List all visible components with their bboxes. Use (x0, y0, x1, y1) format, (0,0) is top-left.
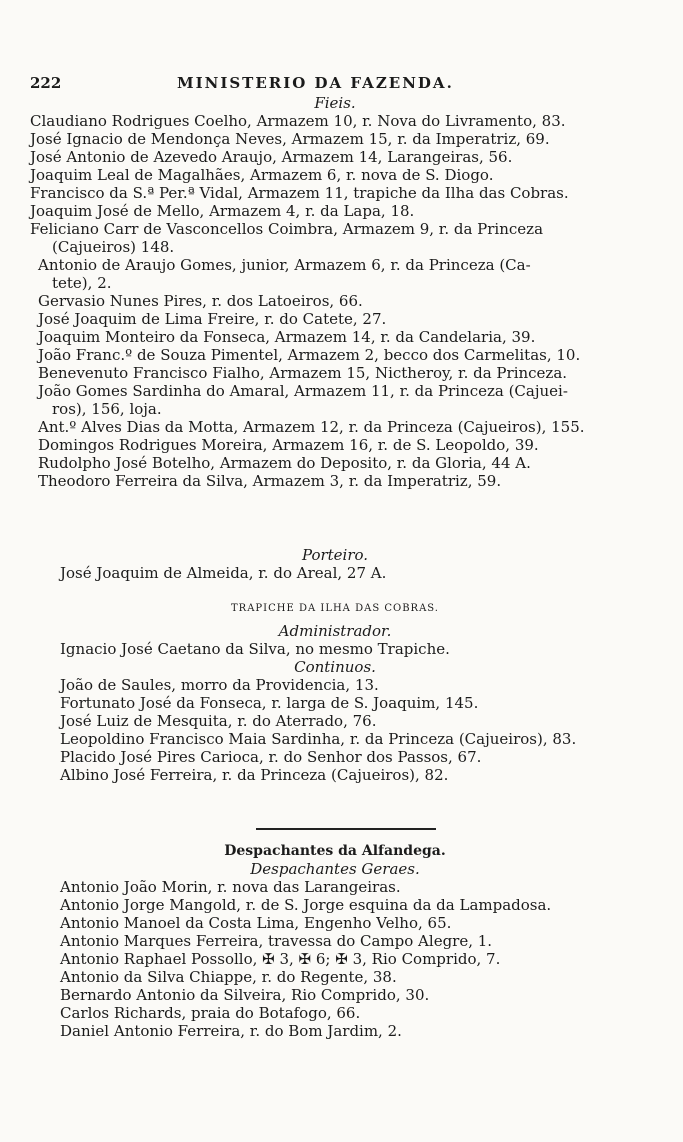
list-item: Antonio de Araujo Gomes, junior, Armazem 6, r. da Princeza (Ca- (38, 256, 531, 274)
list-item: Antonio João Morin, r. nova das Larangeiras. (60, 878, 401, 896)
list-item: Joaquim Leal de Magalhães, Armazem 6, r. nova de S. Diogo. (30, 166, 494, 184)
list-item: Feliciano Carr de Vasconcellos Coimbra, Armazem 9, r. da Princeza (30, 220, 544, 238)
section-heading-fieis: Fieis. (314, 94, 356, 112)
list-item: Albino José Ferreira, r. da Princeza (Cajueiros), 82. (60, 766, 449, 784)
list-item: José Joaquim de Almeida, r. do Areal, 27 A. (60, 564, 387, 582)
list-item: Theodoro Ferreira da Silva, Armazem 3, r. da Imperatriz, 59. (38, 472, 502, 490)
list-item: José Luiz de Mesquita, r. do Aterrado, 76. (60, 712, 377, 730)
list-item: João Gomes Sardinha do Amaral, Armazem 11, r. da Princeza (Cajuei- (38, 382, 568, 400)
list-item: José Joaquim de Lima Freire, r. do Catete, 27. (38, 310, 387, 328)
list-item: José Ignacio de Mendonça Neves, Armazem 15, r. da Imperatriz, 69. (30, 130, 550, 148)
list-item: Joaquim Monteiro da Fonseca, Armazem 14, r. da Candelaria, 39. (38, 328, 536, 346)
list-item-continuation: tete), 2. (52, 274, 112, 292)
section-heading-porteiro: Porteiro. (301, 546, 369, 564)
section-heading-trapiche: TRAPICHE DA ILHA DAS COBRAS. (231, 603, 439, 614)
list-item: Antonio da Silva Chiappe, r. do Regente, 38. (60, 968, 397, 986)
list-item: Carlos Richards, praia do Botafogo, 66. (60, 1004, 361, 1022)
list-item: Domingos Rodrigues Moreira, Armazem 16, r. de S. Leopoldo, 39. (38, 436, 539, 454)
list-item: Leopoldino Francisco Maia Sardinha, r. da Princeza (Cajueiros), 83. (60, 730, 577, 748)
list-item: Antonio Jorge Mangold, r. de S. Jorge esquina da da Lampadosa. (60, 896, 552, 914)
section-heading-despachantes: Despachantes da Alfandega. (224, 843, 446, 859)
list-item: Joaquim José de Mello, Armazem 4, r. da Lapa, 18. (30, 202, 415, 220)
trapiche-section (30, 600, 640, 784)
list-item: José Antonio de Azevedo Araujo, Armazem 14, Larangeiras, 56. (30, 148, 513, 166)
list-item: Antonio Raphael Possollo, ✠ 3, ✠ 6; ✠ 3, Rio Comprido, 7. (60, 950, 501, 968)
list-item: Bernardo Antonio da Silveira, Rio Comprido, 30. (60, 986, 430, 1004)
list-item: Francisco da S.ª Per.ª Vidal, Armazem 11, trapiche da Ilha das Cobras. (30, 184, 569, 202)
list-item: Fortunato José da Fonseca, r. larga de S. Joaquim, 145. (60, 694, 479, 712)
running-title: MINISTERIO DA FAZENDA. (177, 74, 454, 92)
list-item: João de Saules, morro da Providencia, 13. (60, 676, 379, 694)
list-item: Placido José Pires Carioca, r. do Senhor dos Passos, 67. (60, 748, 482, 766)
list-item: Antonio Marques Ferreira, travessa do Campo Alegre, 1. (60, 932, 493, 950)
subheading-administrador: Administrador. (278, 622, 392, 640)
page-header (30, 74, 640, 92)
porteiro-section (30, 546, 640, 582)
despachantes-section (30, 842, 640, 1040)
list-item: Ant.º Alves Dias da Motta, Armazem 12, r. da Princeza (Cajueiros), 155. (38, 418, 585, 436)
list-item: Rudolpho José Botelho, Armazem do Deposito, r. da Gloria, 44 A. (38, 454, 531, 472)
list-item: João Franc.º de Souza Pimentel, Armazem 2, becco dos Carmelitas, 10. (38, 346, 581, 364)
list-item-continuation: (Cajueiros) 148. (52, 238, 175, 256)
list-item: Claudiano Rodrigues Coelho, Armazem 10, r. Nova do Livramento, 83. (30, 112, 566, 130)
list-item: Antonio Manoel da Costa Lima, Engenho Velho, 65. (60, 914, 452, 932)
list-item: Benevenuto Francisco Fialho, Armazem 15, Nictheroy, r. da Princeza. (38, 364, 568, 382)
list-item: Daniel Antonio Ferreira, r. do Bom Jardim, 2. (60, 1022, 402, 1040)
section-divider (256, 828, 436, 830)
subheading-continuos: Continuos. (294, 658, 376, 676)
fieis-section (30, 94, 640, 490)
list-item: Gervasio Nunes Pires, r. dos Latoeiros, 66. (38, 292, 363, 310)
list-item-continuation: ros), 156, loja. (52, 400, 162, 418)
list-item: Ignacio José Caetano da Silva, no mesmo Trapiche. (60, 640, 450, 658)
page-number: 222 (30, 74, 62, 92)
subheading-despachantes-geraes: Despachantes Geraes. (250, 860, 420, 878)
